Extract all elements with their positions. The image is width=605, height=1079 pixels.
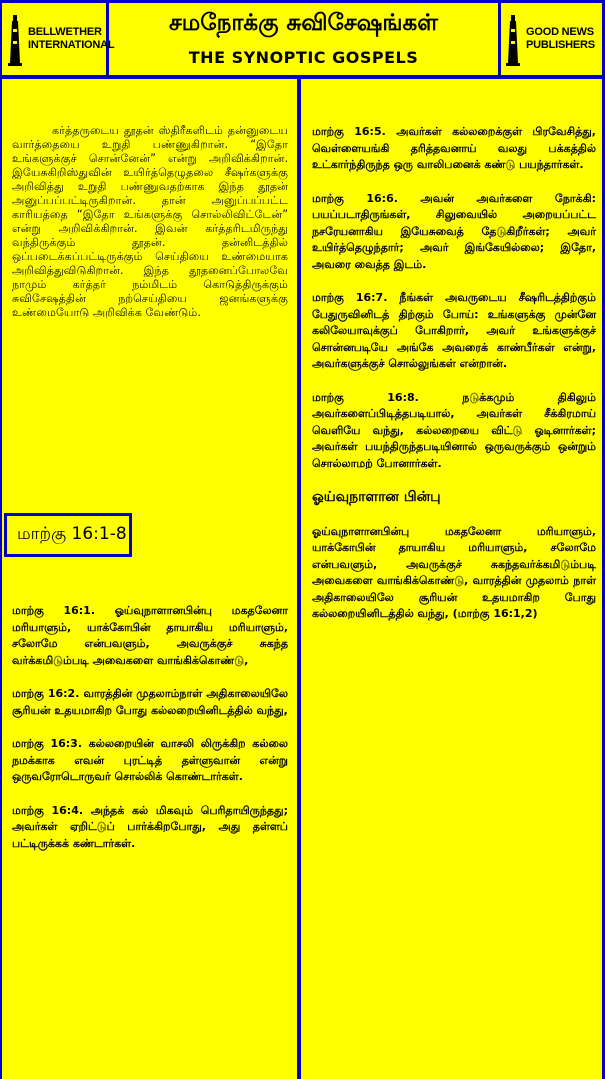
verse-paragraph: மாற்கு 16:1. ஓய்வுநாளானபின்பு மகதலேனா மரியாளும், யாக்கோபின் தாயாகிய மரியாளும், சலோமே என்பவளும், அவருக்குச் சுகந்த வர்க்கமிடும்படி அவைகளை வாங்கிக்கொண்டு, <box>12 604 288 667</box>
header-divider-right <box>498 0 501 78</box>
verse-paragraph: மாற்கு 16:6. அவன் அவர்களை நோக்கி: பயப்படாதிருங்கள், சிலுவையில் அறையப்பட்ட நசரேயனாகிய இயேசுவைத் தேடுகிறீர்கள்; அவர் உயிர்த்தெழுந்தார்; அவர் இங்கேயில்லை; இதோ, அவரை வைத்த இடம். <box>312 191 596 271</box>
page-title-tamil: சமநோக்கு சுவிசேஷங்கள் <box>169 10 438 36</box>
verse-paragraph: மாற்கு 16:8. நடுக்கமும் திகிலும் அவர்களைப்பிடித்தபடியால், அவர்கள் சீக்கிரமாய் வெளியே வந்து, கல்லறையை விட்டு ஓடினார்கள்; அவர்கள் பயந்திருந்தபடியினால் ஒருவருக்கும் ஒன்றும் சொல்லாமற் போனார்கள். <box>312 390 596 470</box>
column-divider <box>297 79 301 1079</box>
header-bottom-rule <box>0 75 605 79</box>
good-news-logo <box>504 4 600 74</box>
verse-paragraph: மாற்கு 16:7. நீங்கள் அவருடைய சீஷரிடத்திற்கும் பேதுருவினிடத் திற்கும் போய்: உங்களுக்கு முன்னே கலிலேயாவுக்குப் போகிறார், அவர் உங்களுக்குச் சொன்னபடியே அங்கே அவரைக் காண்பீர்கள் என்று, அவர்களுக்குச் சொல்லுங்கள் என்றான். <box>312 291 596 370</box>
lighthouse-icon <box>6 11 24 67</box>
closing-paragraph: ஓய்வுநாளானபின்பு மகதலேனா மரியாளும், யாக்கோபின் தாயாகிய மரியாளும், சலோமே என்பவளும், அவருக்குச் சுகந்தவர்க்கமிடும்படி அவைகளை வாங்கிக்கொண்டு, வாரத்தின் முதலாம் நாள் அதிகாலையிலே சூரியன் உதயமாகிற போது கல்லறையினிடத்தில் வந்து, (மாற்கு 16:1,2) <box>312 524 596 620</box>
verse-paragraph: மாற்கு 16:4. அந்தக் கல் மிகவும் பெரிதாயிருந்தது; அவர்கள் ஏறிட்டுப் பார்க்கிறபோது, அது தள்ளப் பட்டிருக்கக் கண்டார்கள். <box>12 803 288 850</box>
left-column-verses <box>12 603 288 869</box>
frame-top <box>0 0 605 3</box>
verse-paragraph: மாற்கு 16:5. அவர்கள் கல்லறைக்குள் பிரவேசித்து, வெள்ளையங்கி தரித்தவனாய் வலது பக்கத்தில் உட்கார்ந்திருந்த ஒரு வாலிபனைக் கண்டு பயந்தார்கள். <box>312 125 596 171</box>
bellwether-logo <box>6 4 115 74</box>
right-column-verses <box>312 124 596 640</box>
bellwether-logo-text: BELLWETHER INTERNATIONAL <box>28 26 115 51</box>
intro-paragraph: கர்த்தருடைய தூதன் ஸ்திரீகளிடம் தன்னுடைய வார்த்தையை உறுதி பண்ணுகிறான். “இதோ உங்களுக்குச் சொன்னேன்” என்று அறிவிக்கிறான். இயேசுகிறிஸ்துவின் உயிர்த்தெழுதலை சீஷர்களுக்கு அறிவித்து உறுதி பண்ணுவதற்காக இந்த தூதன் அனுப்பப்பட்டிருகிறான். தான் அனுப்பப்பட்ட காரியத்தை “இதோ உங்களுக்கு சொல்லிவிட்டேன்” என்று அறிவிக்கிறான். இவன் கர்த்தரிடமிருந்து வந்திருக்கும் தூதன். தன்னிடத்தில் ஒப்படைக்கப்பட்டிருக்கும் செய்தியை உண்மையாக அறிவித்துவிடுகிறான். இந்த தூதனைப்போலவே நாமும் கர்த்தர் நம்மிடம் கொடுத்திருக்கும் சுவிசேஷத்தின் நற்செய்தியை ஜனங்களுக்கு உண்மையோடு அறிவிக்க வேண்டும். <box>12 124 288 319</box>
subheading: ஓய்வுநாளான பின்பு <box>312 489 441 505</box>
page-title-english: THE SYNOPTIC GOSPELS <box>188 48 419 67</box>
section-title: மாற்கு 16:1-8 <box>4 513 132 557</box>
verse-paragraph: மாற்கு 16:2. வாரத்தின் முதலாம்நாள் அதிகாலையிலே சூரியன் உதயமாகிற போது கல்லறையினிடத்தில் வந்து, <box>12 687 288 717</box>
frame-left <box>0 0 2 1079</box>
lighthouse-icon <box>504 11 522 67</box>
good-news-logo-text: GOOD NEWS PUBLISHERS <box>526 26 595 51</box>
verse-paragraph: மாற்கு 16:3. கல்லறையின் வாசலி லிருக்கிற கல்லை நமக்காக எவன் புரட்டித் தள்ளுவான் என்று ஒருவரோடொருவர் சொல்லிக் கொண்டார்கள். <box>12 737 288 783</box>
page-header <box>110 4 497 74</box>
